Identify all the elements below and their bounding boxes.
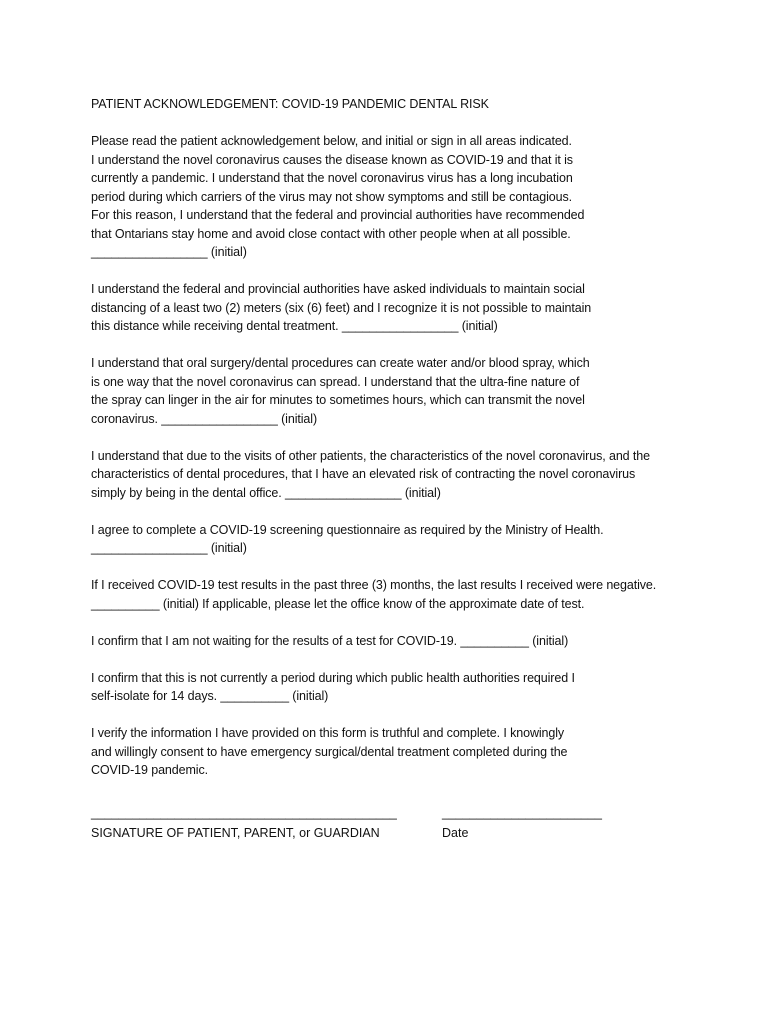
paragraph-line: Please read the patient acknowledgement below, and initial or sign in all areas indicated. xyxy=(91,134,572,148)
date-column xyxy=(442,804,602,842)
initial-field[interactable]: self-isolate for 14 days. __________ (initial) xyxy=(91,689,329,703)
patient-signature-field[interactable]: ____________________________________________ xyxy=(91,806,397,820)
paragraph-line: COVID-19 pandemic. xyxy=(91,763,208,777)
paragraph-consent xyxy=(91,724,691,780)
paragraph-introduction-incubation xyxy=(91,132,691,262)
paragraph-line: I confirm that this is not currently a period during which public health authorities required I xyxy=(91,670,575,685)
paragraph-self-isolation xyxy=(91,669,691,706)
paragraph-line: I agree to complete a COVID-19 screening questionnaire as required by the Ministry of Health. xyxy=(91,522,604,537)
paragraph-line: that Ontarians stay home and avoid close contact with other people when at all possible. xyxy=(91,226,571,241)
paragraph-line: and willingly consent to have emergency surgical/dental treatment completed during the xyxy=(91,744,568,759)
initial-field[interactable]: __________ (initial) If applicable, please let the office know of the approximate date of test. xyxy=(91,596,585,611)
paragraph-social-distancing xyxy=(91,280,691,336)
paragraph-line: I understand that due to the visits of other patients, the characteristics of the novel coronavirus, and the xyxy=(91,448,650,463)
paragraph-line: For this reason, I understand that the federal and provincial authorities have recommended xyxy=(91,208,585,222)
patient-signature-column xyxy=(91,804,397,842)
paragraph-line: I understand that oral surgery/dental procedures can create water and/or blood spray, which xyxy=(91,356,590,370)
paragraph-elevated-risk xyxy=(91,447,691,503)
initial-field[interactable]: I confirm that I am not waiting for the results of a test for COVID-19. __________ (initial) xyxy=(91,633,569,648)
paragraph-awaiting-test xyxy=(91,632,691,651)
paragraph-line: I understand the novel coronavirus causes the disease known as COVID-19 and that it is xyxy=(91,152,573,167)
paragraph-line: distancing of a least two (2) meters (six (6) feet) and I recognize it is not possible to maintain xyxy=(91,300,592,315)
paragraph-line: period during which carriers of the virus may not show symptoms and still be contagious. xyxy=(91,189,573,204)
paragraph-line: is one way that the novel coronavirus can spread. I understand that the ultra-fine nature of xyxy=(91,374,580,389)
initial-field[interactable]: coronavirus. _________________ (initial) xyxy=(91,411,318,426)
document-body xyxy=(91,95,691,798)
signature-block xyxy=(91,804,651,844)
initial-field[interactable]: _________________ (initial) xyxy=(91,245,247,259)
paragraph-test-results xyxy=(91,576,691,613)
paragraph-line: I verify the information I have provided on this form is truthful and complete. I knowingly xyxy=(91,726,565,740)
date-label: Date xyxy=(442,826,469,840)
paragraph-line: If I received COVID-19 test results in the past three (3) months, the last results I received were negative. xyxy=(91,578,657,592)
initial-field[interactable]: simply by being in the dental office. _________________ (initial) xyxy=(91,485,441,500)
date-field[interactable]: _______________________ xyxy=(442,806,602,820)
initial-field[interactable]: _________________ (initial) xyxy=(91,541,247,555)
patient-signature-label: SIGNATURE OF PATIENT, PARENT, or GUARDIAN xyxy=(91,826,380,840)
paragraph-line: characteristics of dental procedures, that I have an elevated risk of contracting the novel coronavirus xyxy=(91,467,636,481)
initial-field[interactable]: this distance while receiving dental treatment. _________________ (initial) xyxy=(91,319,498,333)
paragraph-line: currently a pandemic. I understand that the novel coronavirus virus has a long incubation xyxy=(91,171,573,185)
paragraph-spray-risk xyxy=(91,354,691,428)
paragraph-screening-questionnaire xyxy=(91,521,691,558)
paragraph-line: the spray can linger in the air for minutes to sometimes hours, which can transmit the novel xyxy=(91,393,585,407)
paragraph-line: I understand the federal and provincial authorities have asked individuals to maintain social xyxy=(91,282,585,296)
document-title: PATIENT ACKNOWLEDGEMENT: COVID-19 PANDEMIC DENTAL RISK xyxy=(91,97,489,111)
